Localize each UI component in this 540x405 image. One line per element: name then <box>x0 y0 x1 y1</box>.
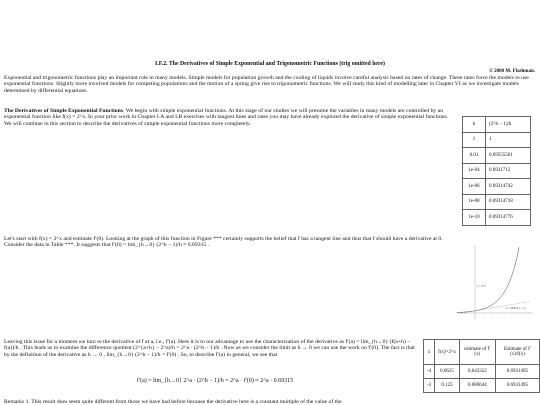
table2-row-cell: 0.0625 <box>435 365 460 379</box>
page-title: I.F.2. The Derivatives of Simple Exponential and Trigonometric Functions (trig omitted here) <box>155 61 385 67</box>
derivative-formula: f′(a) = lim_{h→0} 2^a · (2^h − 1)/h = 2^a · f′(0) ≈ 2^a · 0.69315 <box>136 378 294 384</box>
table1-header-quotient: (2^h − 1)/h <box>486 117 531 133</box>
remark-paragraph: Remarks 1. This result does seem quite different from those we have had before because the derivative here is a constant multiple of the value of the <box>4 399 342 405</box>
table1-row-cell: 1 <box>463 132 486 148</box>
table1-row-cell: 1e-08 <box>463 194 486 210</box>
exponential-curve <box>457 247 519 312</box>
table1-row-cell: 0.01 <box>463 148 486 164</box>
tangent-label: y = .69315 x + 1 <box>505 306 526 310</box>
table1-row-cell: 1e-04 <box>463 163 486 179</box>
table2-header-fx: f(x)=2^x <box>435 340 460 365</box>
table1-row <box>463 148 531 164</box>
table1-row-cell: 0.69314718 <box>486 194 531 210</box>
table2-row-cell: 0.043322 <box>459 365 495 379</box>
copyright-notice: © 2000 M. Flashman. <box>489 69 535 74</box>
table1-row-cell: 1e-06 <box>463 179 486 195</box>
table1-row <box>463 163 531 179</box>
table2-row <box>424 379 540 393</box>
table1-row-cell: 0.6931712 <box>486 163 531 179</box>
table2-row <box>424 365 540 379</box>
table2-row-cell: -4 <box>424 365 435 379</box>
table2-row-cell: 0.6931495 <box>495 365 539 379</box>
exponential-graph-figure <box>455 243 535 323</box>
table1-header-h: h <box>463 117 486 133</box>
table1-row-cell: 1 <box>486 132 531 148</box>
table2-row-cell: 0.6931495 <box>495 379 539 393</box>
table1-row <box>463 179 531 195</box>
section-heading: The Derivatives of Simple Exponential Functions <box>4 108 123 114</box>
leaving-paragraph: Leaving this issue for a moment we turn to the derivative of f at a, i.e., f′(a). Here it is to our advantage to use the characterization of the derivative as f′(a) = lim_{h→0} (f(a+h) − f(a))/h . This leads us to examine the difference quotient (2^{a+h} − 2^a)/h = 2^a · (2^h − 1)/h . Now as we consider the limit as h → 0 we can use the work on f′(0). The fact is that by the definition of the derivative as h → 0 , lim_{h→0} (2^h − 1)/h = f′(0) . So, to describe f′(a) in general, we see that <box>4 339 415 358</box>
derivative-estimate-table <box>423 339 540 393</box>
derivatives-paragraph <box>4 108 450 127</box>
table1-row <box>463 132 531 148</box>
table1-row-cell: 0.69555501 <box>486 148 531 164</box>
table2-header-ratio: Estimate of f′(x)/f(x) <box>495 340 539 365</box>
table1-row <box>463 210 531 226</box>
table2-row-cell: 0.125 <box>435 379 460 393</box>
table1-row <box>463 194 531 210</box>
table2-header-x: x <box>424 340 435 365</box>
table1-row-cell: 0.69314742 <box>486 179 531 195</box>
table2-row-cell: 0.086644 <box>459 379 495 393</box>
table2-row-cell: -3 <box>424 379 435 393</box>
table2-header-estimate: estimate of f′(x) <box>459 340 495 365</box>
table1-row-cell: 0.69314776 <box>486 210 531 226</box>
derivatives-body: . We begin with simple exponential functions. At this stage of our studies we will presume the variables in many models are controlled by an exponential function like f(x) = 2^x. In your prior work in Chapter I.A and I.B exercises with tangent lines and rates you may have already explored the derivative of simple exponential functions. We will continue in this section to describe the derivatives of simple exponential functions more completely. <box>4 108 449 127</box>
start-paragraph: Let's start with f(x) = 2^x and estimate f′(0). Looking at the graph of this function in Figure *** certainly supports the belief that f has a tangent line and thus that f should have a derivative at 0. Consider the data in Table ***. It suggests that f′(0) = lim_{h→0} (2^h − 1)/h ≈ 0.69315 . <box>4 236 443 249</box>
table1-row-cell: 1e-10 <box>463 210 486 226</box>
curve-label: y = 2^x <box>477 284 486 288</box>
intro-paragraph: Exponential and trigonometric functions play an important role in many models. Simple models for population growth and the cooling of liquids involve careful analysis based on rates of change. These rates force the models to use exponential functions. Slightly more involved models for competing populations and the motion of a spring give rise to trigonometric functions. We will study this kind of modelling later in Chapter VI as we investigate models determined by differential equations. <box>4 75 529 94</box>
difference-quotient-table <box>462 116 531 226</box>
